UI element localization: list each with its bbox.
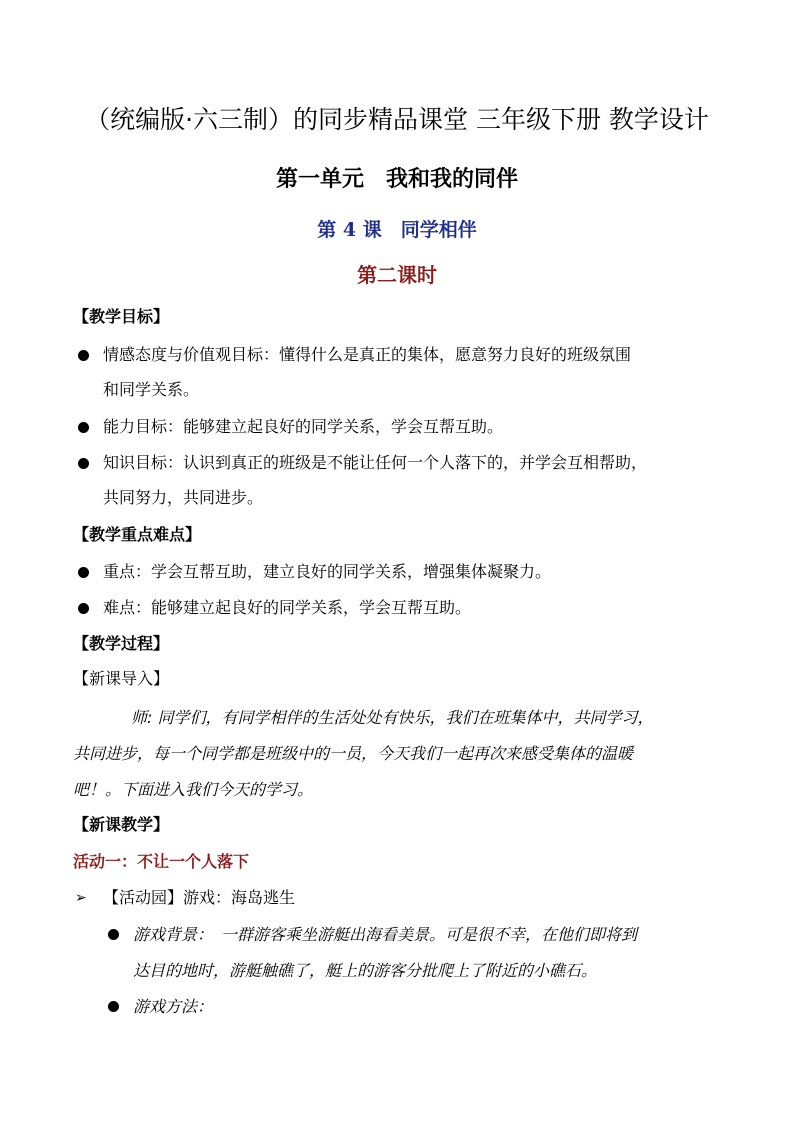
game-background-line2: 达目的地时，游艇触礁了，艇上的游客分批爬上了附近的小礁石。 — [133, 961, 598, 980]
new-lesson-heading: 【新课教学】 — [73, 815, 170, 834]
bullet-icon — [78, 350, 89, 361]
objective-1-line2: 和同学关系。 — [103, 380, 200, 399]
lesson-title: 第 4 课 同学相伴 — [317, 219, 477, 241]
game-method: 游戏方法： — [133, 997, 214, 1016]
keypoint-2: 难点：能够建立起良好的同学关系，学会互帮互助。 — [103, 598, 472, 617]
intro-line-3: 吧！。下面进入我们今天的学习。 — [73, 780, 314, 799]
keypoint-1: 重点：学会互帮互助，建立良好的同学关系，增强集体凝聚力。 — [103, 562, 552, 581]
objective-2-line1: 能力目标：能够建立起良好的同学关系，学会互帮互助。 — [103, 417, 504, 436]
objective-3-line1: 知识目标：认识到真正的班级是不能让任何一个人落下的，并学会互相帮助， — [103, 453, 648, 472]
bullet-icon — [78, 567, 89, 578]
game-background-line1: 游戏背景： 一群游客乘坐游艇出海看美景。可是很不幸，在他们即将到 — [133, 925, 638, 944]
intro-line-1: 师: 同学们，有同学相伴的生活处处有快乐，我们在班集体中，共同学习， — [131, 708, 654, 727]
unit-title: 第一单元 我和我的同伴 — [275, 167, 518, 192]
objectives-heading: 【教学目标】 — [73, 307, 170, 326]
process-heading: 【教学过程】 — [73, 634, 170, 653]
bullet-icon — [108, 1001, 119, 1012]
bullet-icon — [78, 458, 89, 469]
keypoints-heading: 【教学重点难点】 — [73, 525, 202, 544]
objective-1-line1: 情感态度与价值观目标：懂得什么是真正的集体，愿意努力良好的班级氛围 — [103, 345, 632, 364]
intro-line-2: 共同进步，每一个同学都是班级中的一员，今天我们一起再次来感受集体的温暖 — [73, 744, 634, 763]
bullet-icon — [78, 603, 89, 614]
bullet-icon — [108, 929, 119, 940]
objective-3-line2: 共同努力，共同进步。 — [103, 488, 264, 507]
intro-heading: 【新课导入】 — [73, 669, 170, 688]
arrow-bullet-icon: ➢ — [75, 890, 87, 906]
document-title: （统编版·六三制）的同步精品课堂 三年级下册 教学设计 — [85, 105, 709, 134]
activity-garden: 【活动园】游戏：海岛逃生 — [103, 888, 296, 907]
activity-title: 活动一：不让一个人落下 — [73, 852, 250, 871]
period-title: 第二课时 — [357, 263, 437, 287]
bullet-icon — [78, 422, 89, 433]
